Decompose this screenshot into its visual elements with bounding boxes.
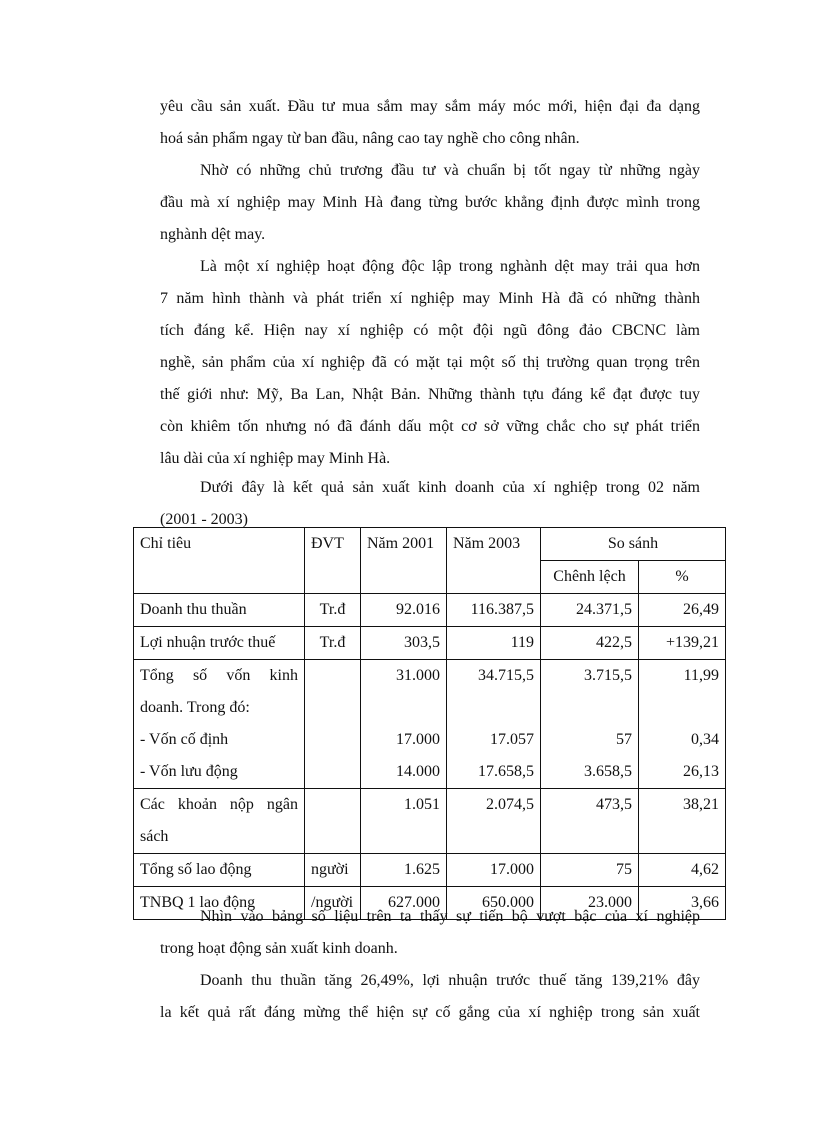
row-label-line: Các khoản nộp ngân bbox=[140, 796, 298, 813]
row-unit bbox=[305, 789, 361, 854]
row-label: Tổng số lao động bbox=[134, 854, 305, 887]
row-value: 11,99 bbox=[683, 667, 720, 684]
row-label-line: Tổng số vốn kinh bbox=[140, 667, 298, 684]
row-value: 31.000 bbox=[396, 667, 440, 684]
row-sub-value: 17.057 bbox=[490, 731, 534, 748]
row-label: Lợi nhuận trước thuế bbox=[134, 627, 305, 660]
row-diff: 75 bbox=[541, 854, 639, 887]
row-pct: +139,21 bbox=[639, 627, 726, 660]
text-line: Nhờ có những chủ trương đầu tư và chuẩn bị tốt ngay từ những ngày bbox=[200, 162, 700, 179]
row-2001: 92.016 bbox=[361, 594, 447, 627]
paragraph-investment bbox=[160, 91, 700, 155]
row-diff bbox=[541, 660, 639, 789]
row-sub-label: - Vốn cố định bbox=[140, 731, 229, 748]
row-2001: 303,5 bbox=[361, 627, 447, 660]
text-line: lâu dài của xí nghiệp may Minh Hà. bbox=[160, 450, 391, 467]
row-diff: 23.000 bbox=[541, 887, 639, 920]
paragraph-analysis bbox=[160, 965, 700, 1029]
row-sub-value: 14.000 bbox=[396, 763, 440, 780]
row-unit: Tr.đ bbox=[305, 594, 361, 627]
table-row bbox=[134, 660, 726, 789]
row-2003: 116.387,5 bbox=[447, 594, 541, 627]
text-line: Dưới đây là kết quả sản xuất kinh doanh của xí nghiệp trong 02 năm bbox=[200, 479, 700, 496]
row-sub-label: - Vốn lưu động bbox=[140, 763, 238, 780]
text-line: trong hoạt động sản xuất kinh doanh. bbox=[160, 940, 398, 957]
row-value: 34.715,5 bbox=[478, 667, 534, 684]
row-sub-value: 3.658,5 bbox=[584, 763, 632, 780]
row-sub-value: 17.658,5 bbox=[478, 763, 534, 780]
text-line: Là một xí nghiệp hoạt động độc lập trong nghành dệt may trải qua hơn bbox=[200, 258, 700, 275]
row-label bbox=[134, 789, 305, 854]
row-2003: 119 bbox=[447, 627, 541, 660]
business-results-table bbox=[133, 527, 726, 920]
row-sub-value: 17.000 bbox=[396, 731, 440, 748]
text-line: thế giới như: Mỹ, Ba Lan, Nhật Bản. Những thành tựu đáng kể đạt được tuy bbox=[160, 386, 700, 403]
row-2001: 1.625 bbox=[361, 854, 447, 887]
row-2003: 650.000 bbox=[447, 887, 541, 920]
row-2001 bbox=[361, 660, 447, 789]
table-row bbox=[134, 854, 726, 887]
row-2001: 627.000 bbox=[361, 887, 447, 920]
text-line: còn khiêm tốn nhưng nó đã đánh dấu một cơ sở vững chắc cho sự phát triển bbox=[160, 418, 700, 435]
row-pct: 3,66 bbox=[639, 887, 726, 920]
row-diff: 422,5 bbox=[541, 627, 639, 660]
row-2001: 1.051 bbox=[361, 789, 447, 854]
row-label: Doanh thu thuần bbox=[134, 594, 305, 627]
table-row bbox=[134, 789, 726, 854]
row-unit: /người bbox=[305, 887, 361, 920]
header-compare: So sánh bbox=[541, 528, 726, 561]
row-2003: 2.074,5 bbox=[447, 789, 541, 854]
row-unit: người bbox=[305, 854, 361, 887]
paragraph-policy bbox=[160, 155, 700, 251]
row-label-line: doanh. Trong đó: bbox=[140, 699, 250, 716]
text-line: 7 năm hình thành và phát triển xí nghiệp may Minh Hà đã có những thành bbox=[160, 290, 700, 307]
text-line: hoá sản phẩm ngay từ ban đầu, nâng cao tay nghề cho công nhân. bbox=[160, 130, 580, 147]
row-label: TNBQ 1 lao động bbox=[134, 887, 305, 920]
table-row bbox=[134, 594, 726, 627]
header-year-2003: Năm 2003 bbox=[447, 528, 541, 594]
row-sub-value: 57 bbox=[616, 731, 632, 748]
row-unit: Tr.đ bbox=[305, 627, 361, 660]
table-row bbox=[134, 627, 726, 660]
text-line: đầu mà xí nghiệp may Minh Hà đang từng bước khẳng định được mình trong bbox=[160, 194, 700, 211]
row-unit bbox=[305, 660, 361, 789]
text-line: (2001 - 2003) bbox=[160, 511, 248, 528]
text-line: tích đáng kể. Hiện nay xí nghiệp có một đội ngũ đông đảo CBCNC làm bbox=[160, 322, 700, 339]
row-diff: 24.371,5 bbox=[541, 594, 639, 627]
table-header-row bbox=[134, 528, 726, 561]
row-pct: 26,49 bbox=[639, 594, 726, 627]
header-difference: Chênh lệch bbox=[541, 561, 639, 594]
text-line: nghề, sản phẩm của xí nghiệp đã có mặt tại một số thị trường quan trọng trên bbox=[160, 354, 700, 371]
row-2003: 17.000 bbox=[447, 854, 541, 887]
row-label-line: sách bbox=[140, 828, 169, 845]
header-percent: % bbox=[639, 561, 726, 594]
row-pct: 4,62 bbox=[639, 854, 726, 887]
text-line: Doanh thu thuần tăng 26,49%, lợi nhuận trước thuế tăng 139,21% đây bbox=[200, 972, 700, 989]
text-line: nghành dệt may. bbox=[160, 226, 266, 243]
row-sub-value: 26,13 bbox=[683, 763, 720, 780]
paragraph-achievements bbox=[160, 251, 700, 475]
text-line: la kết quả rất đáng mừng thể hiện sự cố gắng của xí nghiệp trong sản xuất bbox=[160, 1004, 700, 1021]
paragraph-observation bbox=[160, 901, 700, 965]
header-year-2001: Năm 2001 bbox=[361, 528, 447, 594]
text-line: yêu cầu sản xuất. Đầu tư mua sắm may sắm máy móc mới, hiện đại đa dạng bbox=[160, 98, 700, 115]
row-label bbox=[134, 660, 305, 789]
header-unit: ĐVT bbox=[305, 528, 361, 594]
row-diff: 473,5 bbox=[541, 789, 639, 854]
row-2003 bbox=[447, 660, 541, 789]
row-value: 3.715,5 bbox=[584, 667, 632, 684]
header-indicator: Chỉ tiêu bbox=[134, 528, 305, 594]
row-pct: 38,21 bbox=[639, 789, 726, 854]
text-line: Nhìn vào bảng số liệu trên ta thấy sự tiến bộ vượt bậc của xí nghiệp bbox=[200, 908, 700, 925]
row-pct bbox=[639, 660, 726, 789]
row-sub-value: 0,34 bbox=[691, 731, 720, 748]
